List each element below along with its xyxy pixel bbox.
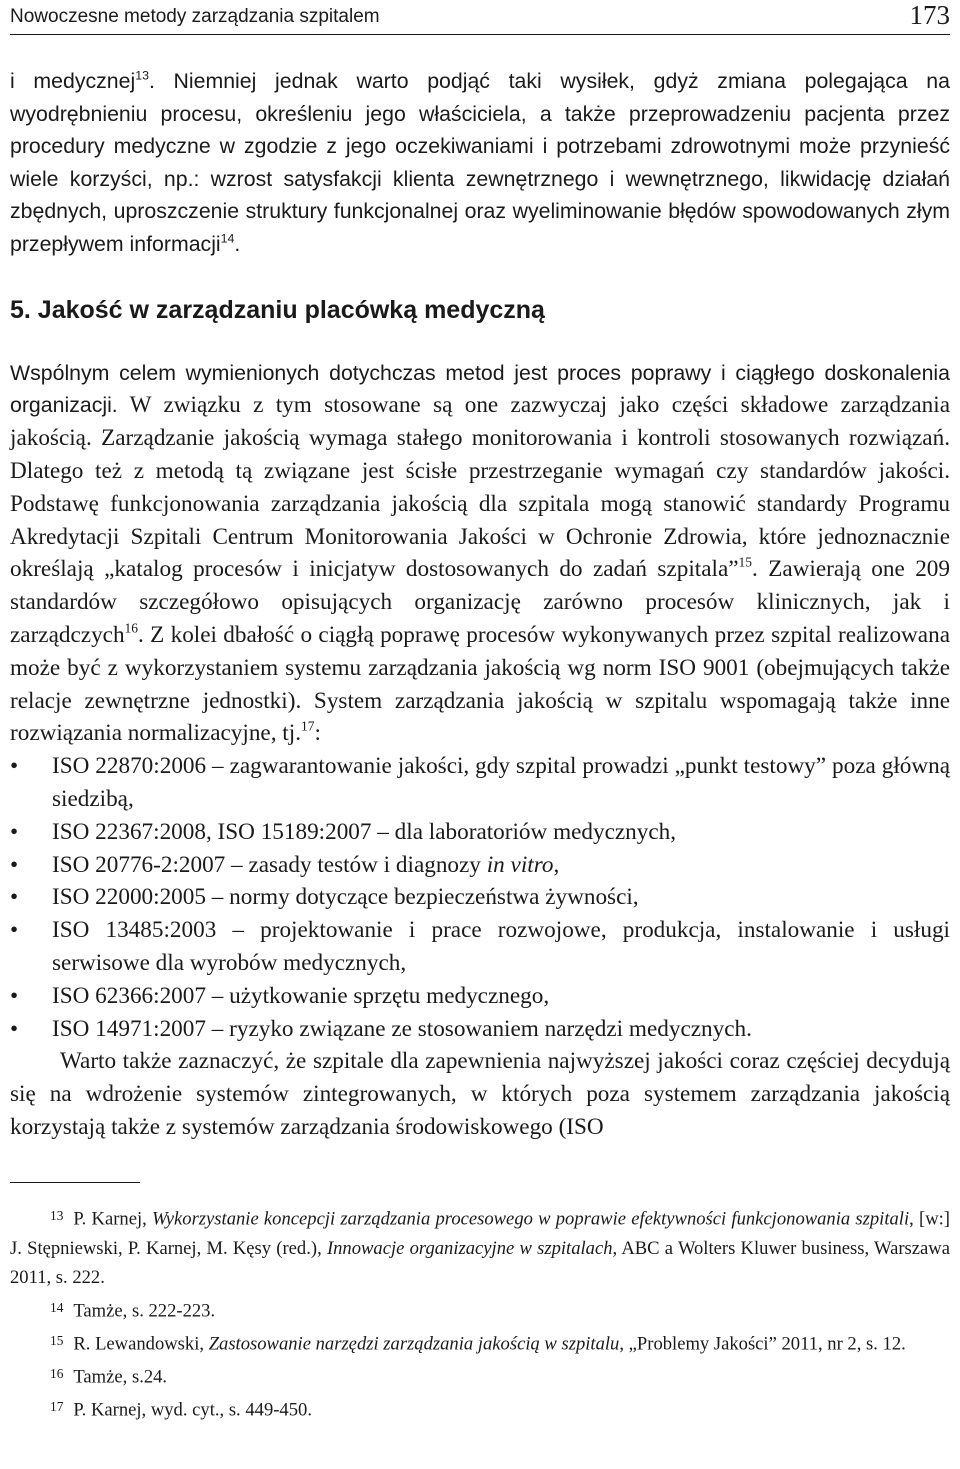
footnote-ref-13[interactable]: 13 <box>135 68 149 83</box>
footnote-author: R. Lewandowski, <box>73 1333 209 1355</box>
footnote-14 <box>10 1293 950 1326</box>
footnote-16 <box>10 1359 950 1392</box>
section-text-b: . Zawierają one 209 standardów szczegółowo opisujących organizację zarówno procesów klinicznych, jak i zarządczych <box>10 556 950 648</box>
footnote-author: P. Karnej, <box>73 1208 152 1230</box>
footnote-text: , „Problemy Jakości” 2011, nr 2, s. 12. <box>619 1333 906 1355</box>
section-paragraph <box>10 357 950 751</box>
list-item <box>10 980 950 1013</box>
list-item <box>10 914 950 980</box>
list-item-text: ISO 22870:2006 – zagwarantowanie jakości, gdy szpital prowadzi „punkt testowy” poza główną siedzibą, <box>52 753 950 812</box>
footnote-divider <box>10 1182 140 1183</box>
intro-text-c: . <box>234 231 241 256</box>
bullet-icon: • <box>10 982 19 1009</box>
footnote-text: , ABC a Wolters Kluwer business, Warszawa 2011, s. 222. <box>10 1237 950 1289</box>
standards-list <box>10 750 950 1045</box>
bullet-icon: • <box>10 818 19 845</box>
footnote-number: 17 <box>50 1398 64 1414</box>
intro-text-b: . Niemniej jednak warto podjąć taki wysiłek, gdyż zmiana polegająca na wyodrębnieniu procesu, określeniu jego właściciela, a także przeprowadzeniu pacjenta przez procedury medyczne w zgodzie z jego oczekiwaniami i potrzebami zdrowotnymi może przynieść wiele korzyści, np.: wzrost satysfakcji klienta zewnętrznego i wewnętrznego, likwidację działań zbędnych, uproszczenie struktury funkcjonalnej oraz wyeliminowanie błędów spowodowanych złym przepływem informacji <box>10 69 950 256</box>
section-heading: 5. Jakość w zarządzaniu placówką medyczną <box>10 295 545 324</box>
footnote-text: P. Karnej, wyd. cyt., s. 449-450. <box>73 1399 312 1421</box>
section-text-c: . Z kolei dbałość o ciągłą poprawę procesów wykonywanych przez szpital realizowana może być z wykorzystaniem systemu zarządzania jakością wg norm ISO 9001 (obejmujących także relacje zewnętrzne jednostki). System zarządzania jakością w szpitalu wspomagają także inne rozwiązania normalizacyjne, tj. <box>10 621 950 747</box>
footnote-text: Tamże, s. 222-223. <box>73 1300 216 1322</box>
running-title: Nowoczesne metody zarządzania szpitalem <box>10 6 380 27</box>
section-text-d: : <box>314 720 321 747</box>
footnote-number: 14 <box>50 1299 64 1315</box>
list-item-text: ISO 22367:2008, ISO 15189:2007 – dla laboratoriów medycznych, <box>52 818 677 845</box>
list-item <box>10 881 950 914</box>
footnote-13 <box>10 1201 950 1293</box>
footnote-number: 15 <box>50 1332 64 1348</box>
footnote-ref-14[interactable]: 14 <box>220 231 235 246</box>
footnote-title: Innowacje organizacyjne w szpitalach <box>326 1237 613 1259</box>
list-item-text: ISO 13485:2003 – projektowanie i prace rozwojowe, produkcja, instalowanie i usługi serwisowe dla wyrobów medycznych, <box>52 917 950 976</box>
footnote-text: , [w:] J. Stępniewski, P. Karnej, M. Kęsy (red.), <box>10 1208 950 1259</box>
bullet-icon: • <box>10 1015 19 1042</box>
intro-text-a: i medycznej <box>10 69 136 93</box>
list-item <box>10 849 950 882</box>
list-item <box>10 816 950 849</box>
book-page <box>10 0 950 1425</box>
list-item-text-end: , <box>553 851 560 878</box>
page-number: 173 <box>909 0 950 30</box>
bullet-icon: • <box>10 851 19 878</box>
list-item-text: ISO 22000:2005 – normy dotyczące bezpieczeństwa żywności, <box>52 884 639 911</box>
footnote-text: Tamże, s.24. <box>73 1366 168 1388</box>
section-text-a: W związku z tym stosowane są one zazwyczaj jako części składowe zarządzania jakością. Zarządzanie jakością wymaga stałego monitorowania i kontroli stosowanych rozwiązań. Dlatego też z metodą tą związane jest ścisłe przestrzeganie wymagań czy standardów jakości. Podstawę funkcjonowania zarządzania jakością dla szpitala mogą stanowić standardy Programu Akredytacji Szpitali Centrum Monitorowania Jakości w Ochronie Zdrowia, które jednoznacznie określają „katalog procesów i inicjatyw dostosowanych do zadań szpitala” <box>10 392 950 583</box>
footnote-title: Wykorzystanie koncepcji zarządzania procesowego w poprawie efektywności funkcjonowania szpitali <box>151 1208 910 1230</box>
footnote-17 <box>10 1392 950 1425</box>
list-item <box>10 1013 950 1046</box>
footnote-title: Zastosowanie narzędzi zarządzania jakością w szpitalu <box>208 1333 620 1355</box>
list-item-italic: in vitro <box>486 851 554 878</box>
footnote-ref-17[interactable]: 17 <box>301 718 315 734</box>
bullet-icon: • <box>10 753 19 780</box>
footnote-15 <box>10 1326 950 1359</box>
bullet-icon: • <box>10 884 19 911</box>
footnotes <box>10 1201 950 1425</box>
running-header <box>10 0 950 35</box>
footnote-number: 13 <box>50 1207 64 1223</box>
intro-paragraph <box>10 65 950 261</box>
footnote-ref-15[interactable]: 15 <box>738 554 752 570</box>
closing-paragraph: Warto także zaznaczyć, że szpitale dla zapewnienia najwyższej jakości coraz częściej decydują się na wdrożenie systemów zintegrowanych, w których poza systemem zarządzania jakością korzystają także z systemów zarządzania środowiskowego (ISO <box>10 1048 950 1140</box>
section-text-sans: Wspólnym celem wymienionych dotychczas metod jest proces poprawy i ciągłego doskonalenia organizacji. <box>10 360 950 418</box>
bullet-icon: • <box>10 917 19 944</box>
footnote-ref-16[interactable]: 16 <box>124 620 138 636</box>
list-item-text: ISO 20776-2:2007 – zasady testów i diagnozy <box>52 851 487 878</box>
footnote-number: 16 <box>50 1365 64 1381</box>
list-item <box>10 750 950 816</box>
list-item-text: ISO 14971:2007 – ryzyko związane ze stosowaniem narzędzi medycznych. <box>52 1015 752 1042</box>
list-item-text: ISO 62366:2007 – użytkowanie sprzętu medycznego, <box>52 982 550 1009</box>
